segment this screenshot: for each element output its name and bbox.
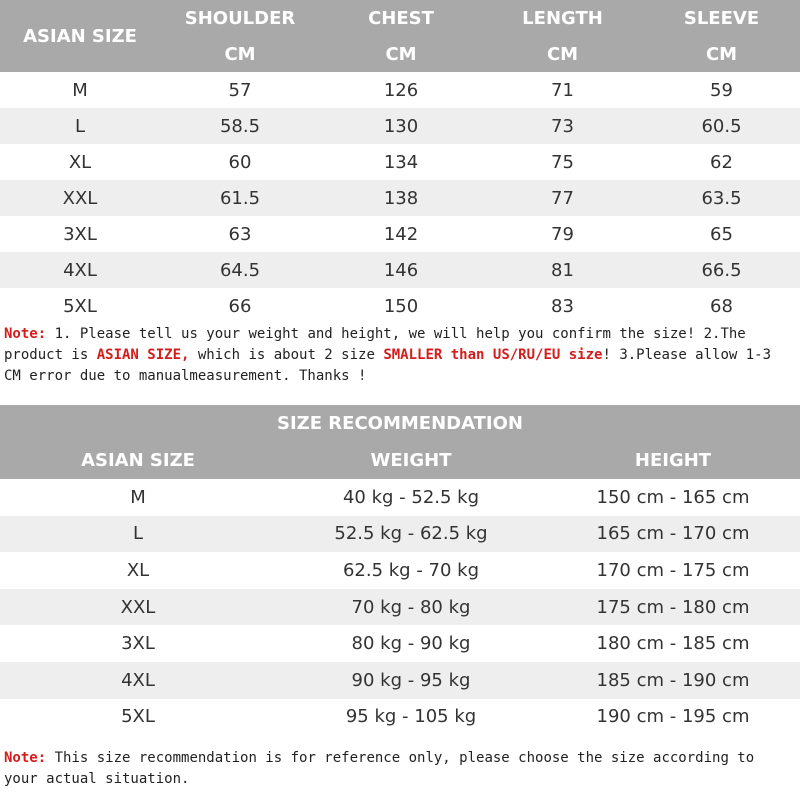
cell-chest: 126 [320, 72, 482, 108]
header-shoulder: SHOULDER [160, 0, 320, 37]
cell-chest: 142 [320, 216, 482, 252]
cell-sleeve: 59 [643, 72, 800, 108]
header-chest: CHEST [320, 0, 482, 37]
note-text: This size recommendation is for reference only, please choose the size according to your actual situation. [4, 750, 755, 787]
table-row [0, 479, 800, 516]
header-asian-size: ASIAN SIZE [0, 0, 160, 72]
cell-weight: 90 kg - 95 kg [276, 662, 546, 699]
cell-length: 81 [482, 252, 643, 288]
cell-size: 3XL [0, 625, 276, 662]
measurement-table [0, 0, 800, 324]
cell-size: XL [0, 552, 276, 589]
recommendation-table-header [0, 405, 800, 479]
cell-sleeve: 63.5 [643, 180, 800, 216]
note-highlight-asian-size: ASIAN SIZE, [96, 347, 190, 363]
cell-chest: 138 [320, 180, 482, 216]
header-unit-chest: CM [320, 37, 482, 72]
table-row [0, 216, 800, 252]
cell-weight: 40 kg - 52.5 kg [276, 479, 546, 516]
cell-size: XL [0, 144, 160, 180]
table-row [0, 516, 800, 553]
cell-length: 73 [482, 108, 643, 144]
cell-weight: 80 kg - 90 kg [276, 625, 546, 662]
cell-shoulder: 57 [160, 72, 320, 108]
cell-height: 170 cm - 175 cm [546, 552, 800, 589]
cell-size: L [0, 516, 276, 553]
cell-sleeve: 66.5 [643, 252, 800, 288]
cell-size: 4XL [0, 662, 276, 699]
cell-size: XXL [0, 589, 276, 626]
table-row [0, 589, 800, 626]
recommendation-note [4, 748, 796, 790]
cell-weight: 62.5 kg - 70 kg [276, 552, 546, 589]
table-row [0, 625, 800, 662]
cell-shoulder: 64.5 [160, 252, 320, 288]
cell-shoulder: 63 [160, 216, 320, 252]
cell-shoulder: 61.5 [160, 180, 320, 216]
cell-sleeve: 62 [643, 144, 800, 180]
header-height: HEIGHT [546, 442, 800, 479]
table-row [0, 662, 800, 699]
cell-size: 5XL [0, 699, 276, 736]
cell-weight: 70 kg - 80 kg [276, 589, 546, 626]
table-row [0, 552, 800, 589]
cell-height: 150 cm - 165 cm [546, 479, 800, 516]
recommendation-table [0, 405, 800, 735]
table-row [0, 72, 800, 108]
table-row [0, 252, 800, 288]
cell-size: XXL [0, 180, 160, 216]
measurement-table-header [0, 0, 800, 72]
header-asian-size: ASIAN SIZE [0, 442, 276, 479]
cell-chest: 134 [320, 144, 482, 180]
cell-shoulder: 66 [160, 288, 320, 324]
note-text-b: which is about 2 size [189, 347, 384, 363]
table-row [0, 288, 800, 324]
cell-length: 77 [482, 180, 643, 216]
cell-weight: 95 kg - 105 kg [276, 699, 546, 736]
cell-length: 83 [482, 288, 643, 324]
cell-size: 3XL [0, 216, 160, 252]
table-row [0, 180, 800, 216]
note-text-a: 1. Please tell us your weight and height, we will help you confirm the size! 2.The product is [4, 326, 746, 363]
cell-shoulder: 60 [160, 144, 320, 180]
cell-sleeve: 68 [643, 288, 800, 324]
cell-height: 185 cm - 190 cm [546, 662, 800, 699]
recommendation-title: SIZE RECOMMENDATION [0, 405, 800, 442]
note-label: Note: [4, 326, 47, 342]
cell-size: 5XL [0, 288, 160, 324]
table-row [0, 699, 800, 736]
cell-size: M [0, 72, 160, 108]
note-text-c: ! 3.Please allow 1-3 CM error due to manualmeasurement. Thanks ! [4, 347, 772, 384]
cell-sleeve: 65 [643, 216, 800, 252]
cell-size: L [0, 108, 160, 144]
table-row [0, 108, 800, 144]
header-weight: WEIGHT [276, 442, 546, 479]
cell-height: 190 cm - 195 cm [546, 699, 800, 736]
note-highlight-smaller: SMALLER than US/RU/EU size [383, 347, 603, 363]
cell-height: 175 cm - 180 cm [546, 589, 800, 626]
cell-chest: 146 [320, 252, 482, 288]
cell-height: 165 cm - 170 cm [546, 516, 800, 553]
header-unit-length: CM [482, 37, 643, 72]
cell-weight: 52.5 kg - 62.5 kg [276, 516, 546, 553]
size-note [4, 324, 796, 387]
cell-length: 79 [482, 216, 643, 252]
header-sleeve: SLEEVE [643, 0, 800, 37]
cell-size: M [0, 479, 276, 516]
cell-shoulder: 58.5 [160, 108, 320, 144]
cell-length: 71 [482, 72, 643, 108]
header-unit-sleeve: CM [643, 37, 800, 72]
header-length: LENGTH [482, 0, 643, 37]
table-row [0, 144, 800, 180]
cell-chest: 150 [320, 288, 482, 324]
cell-sleeve: 60.5 [643, 108, 800, 144]
cell-length: 75 [482, 144, 643, 180]
cell-height: 180 cm - 185 cm [546, 625, 800, 662]
header-unit-shoulder: CM [160, 37, 320, 72]
note-label: Note: [4, 750, 47, 766]
cell-chest: 130 [320, 108, 482, 144]
cell-size: 4XL [0, 252, 160, 288]
